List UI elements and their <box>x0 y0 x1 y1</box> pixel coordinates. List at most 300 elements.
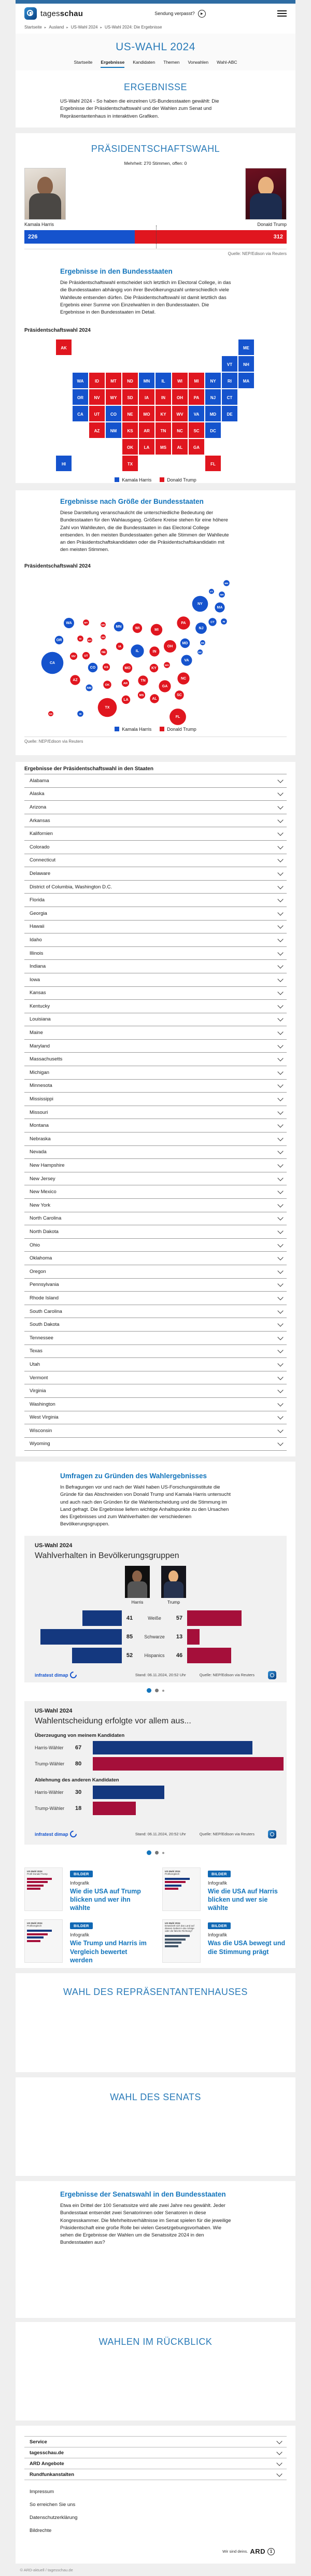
state-accordion-row[interactable] <box>24 1251 287 1265</box>
breadcrumb-item[interactable]: US-Wahl 2024: Die Ergebnisse <box>105 25 162 30</box>
state-bubble-CO[interactable] <box>88 662 97 672</box>
state-bubble-VT[interactable] <box>209 589 214 594</box>
state-accordion-row[interactable] <box>24 1291 287 1305</box>
harris-value: 85 <box>126 1633 133 1640</box>
widget-title: Wahlentscheidung erfolgte vor allem aus... <box>35 1716 191 1725</box>
svg-text:VT: VT <box>227 362 233 367</box>
bilder-badge: BILDER <box>208 1922 231 1929</box>
state-bubble-LA[interactable] <box>122 695 130 703</box>
carousel-dot-active[interactable] <box>147 1850 151 1855</box>
state-bubble-IN[interactable] <box>149 646 159 656</box>
state-accordion-row[interactable] <box>24 1265 287 1278</box>
state-tile-CT[interactable] <box>222 389 237 405</box>
bundesstaaten-paragraph: Die Präsidentschaftswahl entscheidet sich letztlich im Electoral College, in das die Bundesstaaten abhängig von ihrer Bevölkerungszahl unterschiedlich viele Wahlleute entsenden dürfen. Die Präsidentschaftswahl ist damit letztlich das Ergebnis einer Summe von Einzelwahlen in den Bundesstaaten. Die Ergebnisse in den Bundesstaaten im Detail. <box>60 280 231 315</box>
state-tile-MS[interactable] <box>156 439 171 455</box>
chevron-down-icon <box>277 1162 283 1167</box>
harris-label: Harris <box>131 1599 144 1605</box>
demografie-row <box>35 1627 276 1646</box>
breadcrumb-item[interactable]: US-Wahl 2024 <box>70 25 98 30</box>
state-accordion-row[interactable] <box>24 1092 287 1106</box>
state-tile-MT[interactable] <box>106 373 121 388</box>
state-accordion-row[interactable] <box>24 1384 287 1397</box>
carousel-dot-active[interactable] <box>147 1688 151 1693</box>
state-tile-RI[interactable] <box>222 373 237 388</box>
state-accordion-row[interactable] <box>24 1238 287 1252</box>
state-accordion-row[interactable] <box>24 840 287 854</box>
play-icon[interactable]: ▶ <box>198 10 206 18</box>
state-tile-PA[interactable] <box>189 389 204 405</box>
trump-label: Trump <box>167 1599 180 1605</box>
state-tile-GA[interactable] <box>189 439 204 455</box>
state-bubble-MD[interactable] <box>180 638 190 647</box>
chevron-down-icon <box>277 923 283 929</box>
state-accordion-row[interactable] <box>24 986 287 1000</box>
svg-text:MS: MS <box>139 693 144 697</box>
state-name: Kentucky <box>30 1003 50 1009</box>
svg-text:TN: TN <box>140 678 146 683</box>
state-accordion-row[interactable] <box>24 1397 287 1411</box>
ergebnisse-intro: US-Wahl 2024 - So haben die einzelnen US-Bundesstaaten gewählt: Die Ergebnisse der Präsidentschaftswahl und der Wahlen zum Senat und Repräsentantenhaus in interaktiven Grafiken. <box>60 98 219 119</box>
bar-row-label: Trump-Wähler <box>35 1761 65 1766</box>
tab-wahl-abc[interactable]: Wahl-ABC <box>217 60 237 65</box>
chevron-down-icon <box>277 989 283 995</box>
state-accordion-row[interactable] <box>24 880 287 894</box>
state-accordion-row[interactable] <box>24 1079 287 1093</box>
state-bubble-NV[interactable] <box>70 652 77 659</box>
chevron-down-icon <box>277 1201 283 1207</box>
state-tile-WI[interactable] <box>172 373 188 388</box>
tab-ergebnisse[interactable]: Ergebnisse <box>101 60 124 68</box>
state-accordion-row[interactable] <box>24 1198 287 1212</box>
teaser-item[interactable] <box>162 1919 287 1964</box>
state-accordion-row[interactable] <box>24 814 287 827</box>
state-accordion-row[interactable] <box>24 827 287 840</box>
state-accordion-row[interactable] <box>24 893 287 907</box>
heading-groesse: Ergebnisse nach Größe der Bundesstaaten <box>60 498 204 505</box>
svg-text:LA: LA <box>123 698 129 702</box>
state-accordion-row[interactable] <box>24 854 287 867</box>
brand-wordmark: tagesschau <box>40 9 83 18</box>
footer-link[interactable]: Bildrechte <box>30 2528 52 2533</box>
state-accordion-row[interactable] <box>24 774 287 787</box>
state-name: Georgia <box>30 910 47 916</box>
state-tile-CA[interactable] <box>73 406 88 421</box>
state-tile-MD[interactable] <box>205 406 221 421</box>
teaser-title[interactable]: Wie die USA auf Harris blicken und wer sie wählte <box>208 1887 278 1912</box>
svg-text:IA: IA <box>145 395 149 401</box>
state-tile-CO[interactable] <box>106 406 121 421</box>
state-bubble-NC[interactable] <box>177 672 189 684</box>
tab-startseite[interactable]: Startseite <box>74 60 93 65</box>
state-bubble-KY[interactable] <box>150 663 158 672</box>
state-bubble-NM[interactable] <box>86 684 93 691</box>
carousel-dot[interactable] <box>155 1851 159 1855</box>
teaser-item[interactable] <box>162 1867 287 1913</box>
heading-umfragen: Umfragen zu Gründen des Wahlergebnisses <box>60 1472 207 1480</box>
state-accordion-row[interactable] <box>24 1145 287 1159</box>
svg-text:CA: CA <box>77 412 83 417</box>
thumb-mini-bar <box>27 1936 44 1938</box>
state-bubble-NY[interactable] <box>192 596 208 612</box>
state-tile-AK[interactable] <box>56 339 72 355</box>
state-accordion-row[interactable] <box>24 1172 287 1185</box>
state-accordion-row[interactable] <box>24 867 287 880</box>
teaser-thumbnail <box>162 1867 201 1911</box>
legend-swatch <box>115 477 119 482</box>
state-name: Michigan <box>30 1069 50 1075</box>
state-accordion-row[interactable] <box>24 920 287 933</box>
copyright-text: © ARD-aktuell / tagesschau.de <box>20 2567 73 2572</box>
card-staaten-liste <box>16 762 295 1456</box>
map-legend <box>16 727 295 732</box>
state-accordion-row[interactable] <box>24 1424 287 1437</box>
section-title-rueckblick: WAHLEN IM RÜCKBLICK <box>98 2337 213 2347</box>
state-bubble-AR[interactable] <box>122 679 129 686</box>
state-accordion-row[interactable] <box>24 1132 287 1145</box>
footer-link[interactable]: Impressum <box>30 2489 54 2495</box>
thumb-subline: Entwickelt sich das Land auf diesem Gebiet in die richtige oder die falsche Richtung? <box>165 1924 194 1933</box>
majority-line: Mehrheit: 270 Stimmen, offen: 0 <box>124 161 187 166</box>
footer-link[interactable]: Datenschutzerklärung <box>30 2515 78 2521</box>
state-tile-SD[interactable] <box>122 389 138 405</box>
thumb-subline: Profilvergleich <box>27 1924 42 1928</box>
state-accordion-row[interactable] <box>24 787 287 801</box>
state-tile-SC[interactable] <box>189 422 204 438</box>
state-name: Nebraska <box>30 1136 51 1142</box>
teaser-body <box>208 1867 287 1913</box>
ard-logo <box>222 2547 275 2555</box>
state-accordion-row[interactable] <box>24 1331 287 1344</box>
state-tile-NJ[interactable] <box>205 389 221 405</box>
footer-accordion-row[interactable] <box>24 2436 287 2447</box>
state-bubble-RI[interactable] <box>221 618 227 625</box>
svg-text:WY: WY <box>110 395 117 401</box>
state-accordion-row[interactable] <box>24 1305 287 1318</box>
state-accordion-row[interactable] <box>24 959 287 973</box>
state-tile-VT[interactable] <box>222 356 237 372</box>
tagesschau-logo[interactable] <box>24 7 83 20</box>
state-bubble-MN[interactable] <box>114 621 123 631</box>
state-tile-WV[interactable] <box>172 406 188 421</box>
state-bubble-AL[interactable] <box>150 694 159 703</box>
state-name: Hawaii <box>30 924 45 930</box>
chevron-down-icon <box>277 1334 283 1340</box>
svg-text:PA: PA <box>193 395 200 401</box>
svg-text:WY: WY <box>88 639 92 642</box>
harris-thumb-photo <box>125 1566 150 1598</box>
state-bubble-SC[interactable] <box>175 690 183 699</box>
thumb-mini-chart <box>27 1930 60 1942</box>
chevron-down-icon <box>277 1374 283 1380</box>
state-accordion-row[interactable] <box>24 800 287 814</box>
state-bubble-CA[interactable] <box>41 652 64 674</box>
bar-row-label: Harris-Wähler <box>35 1745 64 1750</box>
state-bubble-ID[interactable] <box>77 635 83 642</box>
carousel-dot[interactable] <box>162 1690 164 1692</box>
state-tile-UT[interactable] <box>89 406 105 421</box>
bar-row <box>35 1741 276 1754</box>
footer-accordion-label: Rundfunkanstalten <box>30 2471 75 2478</box>
state-accordion-row[interactable] <box>24 1278 287 1292</box>
state-bubble-KS[interactable] <box>103 663 110 670</box>
state-tile-OR[interactable] <box>73 389 88 405</box>
widget-wahlverhalten <box>24 1536 287 1682</box>
trump-bar <box>187 1610 242 1626</box>
state-tile-KS[interactable] <box>122 422 138 438</box>
svg-text:IL: IL <box>135 649 139 653</box>
trump-value: 13 <box>176 1633 183 1640</box>
state-tile-NH[interactable] <box>238 356 254 372</box>
state-name: Louisiana <box>30 1016 51 1023</box>
state-tile-TN[interactable] <box>156 422 171 438</box>
svg-text:PA: PA <box>181 621 186 625</box>
hamburger-icon[interactable] <box>277 10 287 17</box>
svg-text:OH: OH <box>177 395 183 401</box>
state-bubble-TN[interactable] <box>138 675 148 685</box>
card-senat <box>16 2077 295 2176</box>
state-tile-FL[interactable] <box>205 456 221 471</box>
state-accordion-row[interactable] <box>24 1437 287 1451</box>
state-bubble-OK[interactable] <box>103 681 111 688</box>
state-tile-TX[interactable] <box>122 456 138 471</box>
harris-bar <box>93 1741 252 1754</box>
bar-row-label: Harris-Wähler <box>35 1789 64 1795</box>
state-tile-NC[interactable] <box>172 422 188 438</box>
state-bubble-WI[interactable] <box>133 623 142 632</box>
trump-bar <box>93 1802 136 1815</box>
state-bubble-AZ[interactable] <box>70 675 80 685</box>
umfragen-paragraph: In Befragungen vor und nach der Wahl haben US-Forschungsinstitute die Gründe für das Abschneiden von Donald Trump und Kamala Harris untersucht und auch nach den Gründen für die Wahlentscheidung und die Stimmung im Land gefragt. Die Ergebnisse liefern wichtige Anhaltspunkte zu den Ursachen des Ergebnisses und zum Wahlverhalten der verschiedenen Bevölkerungsgruppen. <box>60 1484 231 1527</box>
us-states-winner-map[interactable] <box>56 339 255 472</box>
thumb-mini-chart <box>27 1878 60 1890</box>
state-bubble-GA[interactable] <box>159 680 171 692</box>
state-name: Virginia <box>30 1388 46 1394</box>
harris-bar-wrap <box>35 1610 122 1626</box>
state-bubble-VA[interactable] <box>181 655 192 666</box>
state-accordion-row[interactable] <box>24 907 287 920</box>
legend-entry: Kamala Harris <box>115 727 151 732</box>
chevron-down-icon <box>277 1294 283 1300</box>
state-tile-MN[interactable] <box>139 373 154 388</box>
card-senatswahl <box>16 2181 295 2318</box>
accordion-title: Ergebnisse der Präsidentschaftswahl in den Staaten <box>24 766 153 772</box>
chevron-down-icon <box>277 1002 283 1008</box>
state-name: South Dakota <box>30 1322 60 1328</box>
svg-text:WA: WA <box>66 621 72 625</box>
breadcrumb-item[interactable]: Startseite <box>24 25 42 30</box>
state-name: Nevada <box>30 1149 47 1155</box>
state-tile-WY[interactable] <box>106 389 121 405</box>
state-bubble-MT[interactable] <box>83 619 89 626</box>
state-bubble-TX[interactable] <box>98 698 117 717</box>
state-accordion-row[interactable] <box>24 1212 287 1225</box>
state-tile-AR[interactable] <box>139 422 154 438</box>
state-tile-LA[interactable] <box>139 439 154 455</box>
state-bubble-OH[interactable] <box>164 640 176 653</box>
svg-text:MD: MD <box>182 641 188 645</box>
carousel-dot[interactable] <box>155 1689 159 1692</box>
us-states-bubble-map[interactable] <box>36 570 275 726</box>
tagesschau-mini-logo <box>268 1671 276 1679</box>
state-tile-AL[interactable] <box>172 439 188 455</box>
state-name: Ohio <box>30 1242 40 1248</box>
thumb-mini-bar <box>165 1888 178 1890</box>
breadcrumb-separator-icon: ▸ <box>66 25 68 30</box>
svg-text:VA: VA <box>193 412 200 417</box>
breadcrumb-item[interactable]: Ausland <box>49 25 64 30</box>
state-bubble-MO[interactable] <box>123 663 132 672</box>
state-bubble-ME[interactable] <box>223 580 230 586</box>
state-tile-ID[interactable] <box>89 373 105 388</box>
state-accordion-row[interactable] <box>24 1066 287 1079</box>
source-note: Quelle: NEP/Edison via Reuters <box>228 251 287 256</box>
state-accordion-row[interactable] <box>24 1013 287 1026</box>
state-tile-DE[interactable] <box>222 406 237 421</box>
state-bubble-FL[interactable] <box>169 709 186 725</box>
state-tile-KY[interactable] <box>156 406 171 421</box>
svg-text:UT: UT <box>94 412 100 417</box>
svg-text:NE: NE <box>101 650 106 654</box>
state-accordion-row[interactable] <box>24 1225 287 1238</box>
state-name: New Mexico <box>30 1189 56 1195</box>
svg-text:KS: KS <box>127 429 133 434</box>
state-tile-NY[interactable] <box>205 373 221 388</box>
state-tile-NE[interactable] <box>122 406 138 421</box>
teaser-item[interactable] <box>24 1867 149 1913</box>
tab-bar <box>16 60 295 68</box>
tab-kandidaten[interactable]: Kandidaten <box>133 60 156 65</box>
widget-source: Quelle: NEP/Edison via Reuters <box>199 1673 255 1677</box>
state-bubble-AK[interactable] <box>48 711 53 716</box>
svg-text:HI: HI <box>79 713 82 716</box>
state-tile-AZ[interactable] <box>89 422 105 438</box>
state-tile-ME[interactable] <box>238 339 254 355</box>
state-bubble-OR[interactable] <box>55 635 63 644</box>
tab-vorwahlen[interactable]: Vorwahlen <box>188 60 209 65</box>
state-tile-MO[interactable] <box>139 406 154 421</box>
state-tile-NM[interactable] <box>106 422 121 438</box>
state-bubble-MA[interactable] <box>215 602 224 612</box>
state-tile-ND[interactable] <box>122 373 138 388</box>
harris-votes-bar: 226 <box>24 230 135 244</box>
kamala-harris-photo <box>24 168 66 220</box>
svg-text:MS: MS <box>160 445 166 450</box>
state-accordion-row[interactable] <box>24 999 287 1013</box>
state-tile-MA[interactable] <box>238 373 254 388</box>
teaser-title[interactable]: Wie Trump und Harris im Vergleich bewertet werden <box>70 1940 147 1964</box>
state-accordion-row[interactable] <box>24 1106 287 1119</box>
state-accordion-row[interactable] <box>24 1158 287 1172</box>
footer-accordion-row[interactable] <box>24 2458 287 2469</box>
svg-text:SC: SC <box>193 429 200 434</box>
state-bubble-WY[interactable] <box>87 638 92 643</box>
state-accordion-row[interactable] <box>24 1411 287 1424</box>
state-tile-VA[interactable] <box>189 406 204 421</box>
demografie-row <box>35 1609 276 1627</box>
state-tile-IA[interactable] <box>139 389 154 405</box>
thumb-kicker: US-Wahl 2024 <box>27 1922 43 1925</box>
state-bubble-CT[interactable] <box>208 618 216 626</box>
state-bubble-ND[interactable] <box>101 622 106 627</box>
state-bubble-SD[interactable] <box>101 634 106 640</box>
state-bubble-DE[interactable] <box>200 640 205 645</box>
state-bubble-WA[interactable] <box>64 618 74 628</box>
footer-accordion-row[interactable] <box>24 2447 287 2458</box>
state-accordion-row[interactable] <box>24 1052 287 1066</box>
chevron-down-icon <box>277 1361 283 1366</box>
teaser-title[interactable]: Wie die USA auf Trump blicken und wer ihn wählte <box>70 1887 141 1912</box>
bar-row-value: 30 <box>75 1789 82 1795</box>
state-tile-IN[interactable] <box>156 389 171 405</box>
state-accordion-row[interactable] <box>24 1026 287 1039</box>
state-tile-HI[interactable] <box>56 456 72 471</box>
svg-text:VA: VA <box>184 658 189 662</box>
state-accordion-row[interactable] <box>24 1185 287 1198</box>
section-title-house: WAHL DES REPRÄSENTANTENHAUSES <box>63 1987 248 1997</box>
state-tile-DC[interactable] <box>205 422 221 438</box>
ard-one-icon: 1 <box>267 2548 275 2555</box>
state-bubble-NH[interactable] <box>219 591 225 598</box>
state-bubble-UT[interactable] <box>82 652 90 659</box>
state-tile-NV[interactable] <box>89 389 105 405</box>
state-bubble-MS[interactable] <box>138 691 145 698</box>
state-bubble-NE[interactable] <box>101 648 107 655</box>
state-bubble-PA[interactable] <box>177 616 190 629</box>
state-bubble-DC[interactable] <box>197 649 203 655</box>
state-name: Maryland <box>30 1043 50 1049</box>
state-accordion-row[interactable] <box>24 1039 287 1053</box>
svg-text:MO: MO <box>124 666 131 670</box>
state-accordion-row[interactable] <box>24 946 287 960</box>
state-tile-MI[interactable] <box>189 373 204 388</box>
footer-accordion-row[interactable] <box>24 2469 287 2480</box>
carousel-dot[interactable] <box>162 1852 164 1854</box>
state-accordion-row[interactable] <box>24 1357 287 1371</box>
state-bubble-HI[interactable] <box>77 711 83 717</box>
state-accordion-row[interactable] <box>24 1318 287 1331</box>
state-tile-WA[interactable] <box>73 373 88 388</box>
state-bubble-WV[interactable] <box>164 662 170 668</box>
chevron-down-icon <box>277 1241 283 1247</box>
state-accordion-row[interactable] <box>24 1119 287 1132</box>
state-bubble-IL[interactable] <box>131 644 144 657</box>
state-accordion-row[interactable] <box>24 1344 287 1358</box>
svg-text:AZ: AZ <box>73 678 78 682</box>
state-name: Kansas <box>30 990 46 996</box>
svg-text:CT: CT <box>227 395 233 401</box>
state-accordion-row[interactable] <box>24 973 287 986</box>
state-bubble-NJ[interactable] <box>195 622 207 634</box>
state-bubble-IA[interactable] <box>116 642 123 649</box>
heading-senatswahl: Ergebnisse der Senatswahl in den Bundesstaaten <box>60 2190 226 2198</box>
senatswahl-paragraph: Etwa ein Drittel der 100 Senatssitze wird alle zwei Jahre neu gewählt. Jeder Bundesstaat entsendet zwei Senatorinnen oder Senatoren in diese Kongresskammer. Die Mehrheitsverhältnisse im Senat spielen für die jeweilige Präsidentschaft eine große Rolle bei vielen Gesetzgebungsvorhaben. Wie sehen die Ergebnisse der Wahlen um die Senatssitze 2024 in den Bundesstaaten aus? <box>60 2203 231 2246</box>
chevron-down-icon <box>277 936 283 942</box>
state-tile-OK[interactable] <box>122 439 138 455</box>
svg-text:NV: NV <box>71 655 76 658</box>
sendung-verpasst-link[interactable]: Sendung verpasst? <box>154 11 195 16</box>
teaser-item[interactable] <box>24 1919 149 1964</box>
state-tile-OH[interactable] <box>172 389 188 405</box>
state-bubble-MI[interactable] <box>151 624 162 635</box>
footer-link[interactable]: So erreichen Sie uns <box>30 2502 76 2508</box>
tab-themen[interactable]: Themen <box>163 60 180 65</box>
state-tile-IL[interactable] <box>156 373 171 388</box>
teaser-title[interactable]: Was die USA bewegt und die Stimmung prägt <box>208 1940 286 1956</box>
state-accordion-row[interactable] <box>24 933 287 946</box>
state-accordion-row[interactable] <box>24 1371 287 1384</box>
svg-text:AK: AK <box>61 346 67 351</box>
state-name: Alaska <box>30 791 45 797</box>
